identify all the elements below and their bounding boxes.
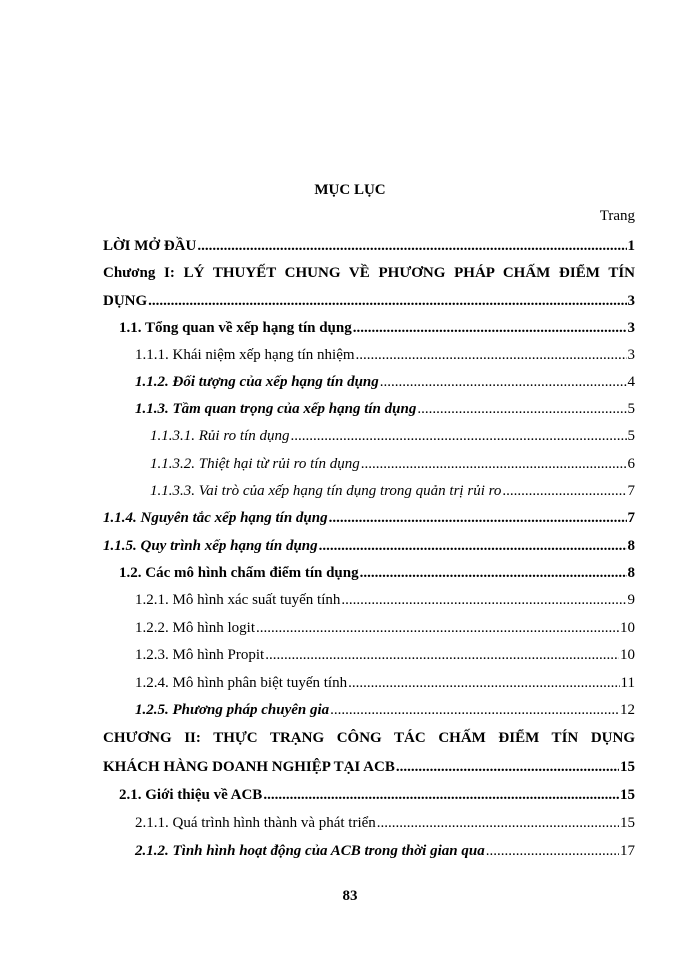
toc-entry[interactable]: [135, 645, 635, 665]
leader-dots: [486, 841, 619, 861]
toc-entry-text: 1.1.3.3. Vai trò của xếp hạng tín dụng trong quản trị rủi ro: [150, 483, 502, 499]
leader-dots: [265, 645, 619, 665]
toc-entry-text: 1.2.2. Mô hình logit: [135, 620, 256, 636]
leader-dots: [360, 563, 627, 583]
page-number: 83: [342, 888, 358, 904]
toc-chapter-heading-line[interactable]: Chương I: LÝ THUYẾT CHUNG VỀ PHƯƠNG PHÁP CHẤM ĐIỂM TÍN: [103, 265, 635, 281]
toc-entry[interactable]: [135, 700, 635, 720]
toc-entry-page: 4: [627, 374, 635, 390]
leader-dots: [417, 399, 626, 419]
toc-entry-text: 2.1.2. Tình hình hoạt động của ACB trong thời gian qua: [135, 843, 485, 859]
toc-entry-text: 1.1. Tổng quan về xếp hạng tín dụng: [119, 320, 352, 336]
toc-entry[interactable]: [135, 372, 635, 392]
page-column-label: Trang: [599, 208, 635, 224]
toc-entry-text: 1.1.3. Tầm quan trọng của xếp hạng tín dụng: [135, 401, 417, 417]
toc-entry[interactable]: [103, 508, 635, 528]
toc-entry-text: 1.1.3.2. Thiệt hại từ rủi ro tín dụng: [150, 456, 360, 472]
toc-entry-text: 1.1.4. Nguyên tắc xếp hạng tín dụng: [103, 510, 328, 526]
toc-title: MỤC LỤC: [314, 182, 386, 198]
toc-entry[interactable]: [103, 291, 635, 311]
toc-entry-page: 7: [627, 483, 635, 499]
toc-chapter-heading-line[interactable]: CHƯƠNG II: THỰC TRẠNG CÔNG TÁC CHẤM ĐIỂM TÍN DỤNG: [103, 730, 635, 746]
leader-dots: [319, 536, 627, 556]
toc-entry[interactable]: [135, 673, 635, 693]
toc-entry-page: 8: [627, 538, 635, 554]
toc-entry[interactable]: [135, 345, 635, 365]
toc-entry[interactable]: [135, 618, 635, 638]
toc-entry[interactable]: [135, 813, 635, 833]
toc-entry[interactable]: [103, 236, 635, 256]
toc-entry-text: 1.2.1. Mô hình xác suất tuyến tính: [135, 592, 341, 608]
toc-entry-page: 5: [627, 428, 635, 444]
toc-entry-text: 1.2. Các mô hình chấm điểm tín dụng: [119, 565, 359, 581]
leader-dots: [148, 291, 626, 311]
toc-entry[interactable]: [103, 757, 635, 777]
toc-entry-text: 1.1.5. Quy trình xếp hạng tín dụng: [103, 538, 318, 554]
toc-entry-page: 10: [620, 647, 635, 663]
leader-dots: [356, 345, 627, 365]
leader-dots: [256, 618, 619, 638]
toc-entry-page: 15: [620, 815, 635, 831]
toc-entry-text: 2.1.1. Quá trình hình thành và phát triển: [135, 815, 376, 831]
toc-entry-page: 15: [620, 787, 635, 803]
leader-dots: [341, 590, 626, 610]
leader-dots: [197, 236, 626, 256]
leader-dots: [329, 508, 627, 528]
leader-dots: [353, 318, 627, 338]
toc-entry[interactable]: [119, 563, 635, 583]
toc-entry[interactable]: [135, 590, 635, 610]
toc-entry-page: 9: [627, 592, 635, 608]
toc-entry-page: 12: [620, 702, 635, 718]
leader-dots: [380, 372, 627, 392]
toc-entry[interactable]: [119, 318, 635, 338]
toc-entry-page: 17: [620, 843, 635, 859]
toc-entry-text: 1.1.2. Đối tượng của xếp hạng tín dụng: [135, 374, 379, 390]
toc-entry-text: 1.1.1. Khái niệm xếp hạng tín nhiệm: [135, 347, 355, 363]
toc-entry-text: DỤNG: [103, 293, 148, 309]
toc-entry[interactable]: [103, 536, 635, 556]
toc-entry[interactable]: [135, 399, 635, 419]
toc-entry-text: 1.2.5. Phương pháp chuyên gia: [135, 702, 330, 718]
leader-dots: [290, 426, 626, 446]
leader-dots: [377, 813, 619, 833]
toc-entry-page: 10: [620, 620, 635, 636]
toc-entry-page: 8: [627, 565, 635, 581]
toc-entry[interactable]: [150, 426, 635, 446]
toc-entry-text: 1.2.3. Mô hình Propit: [135, 647, 265, 663]
toc-entry-page: 1: [627, 238, 635, 254]
toc-entry[interactable]: [119, 785, 635, 805]
toc-entry-page: 5: [627, 401, 635, 417]
toc-entry-text: 1.2.4. Mô hình phân biệt tuyến tính: [135, 675, 348, 691]
toc-entry-page: 3: [627, 293, 635, 309]
toc-entry-text: 2.1. Giới thiệu về ACB: [119, 787, 263, 803]
toc-entry-page: 3: [627, 347, 635, 363]
toc-entry[interactable]: [135, 841, 635, 861]
toc-entry-text: LỜI MỞ ĐẦU: [103, 238, 197, 254]
toc-entry-page: 7: [627, 510, 635, 526]
toc-entry[interactable]: [150, 481, 635, 501]
toc-entry-page: 6: [627, 456, 635, 472]
toc-entry-page: 11: [620, 675, 635, 691]
leader-dots: [502, 481, 626, 501]
leader-dots: [396, 757, 619, 777]
toc-entry-page: 3: [627, 320, 635, 336]
leader-dots: [361, 454, 627, 474]
toc-entry-text: 1.1.3.1. Rủi ro tín dụng: [150, 428, 290, 444]
leader-dots: [263, 785, 619, 805]
leader-dots: [330, 700, 619, 720]
leader-dots: [348, 673, 619, 693]
toc-entry[interactable]: [150, 454, 635, 474]
toc-entry-text: KHÁCH HÀNG DOANH NGHIỆP TẠI ACB: [103, 759, 395, 775]
toc-entry-page: 15: [620, 759, 635, 775]
